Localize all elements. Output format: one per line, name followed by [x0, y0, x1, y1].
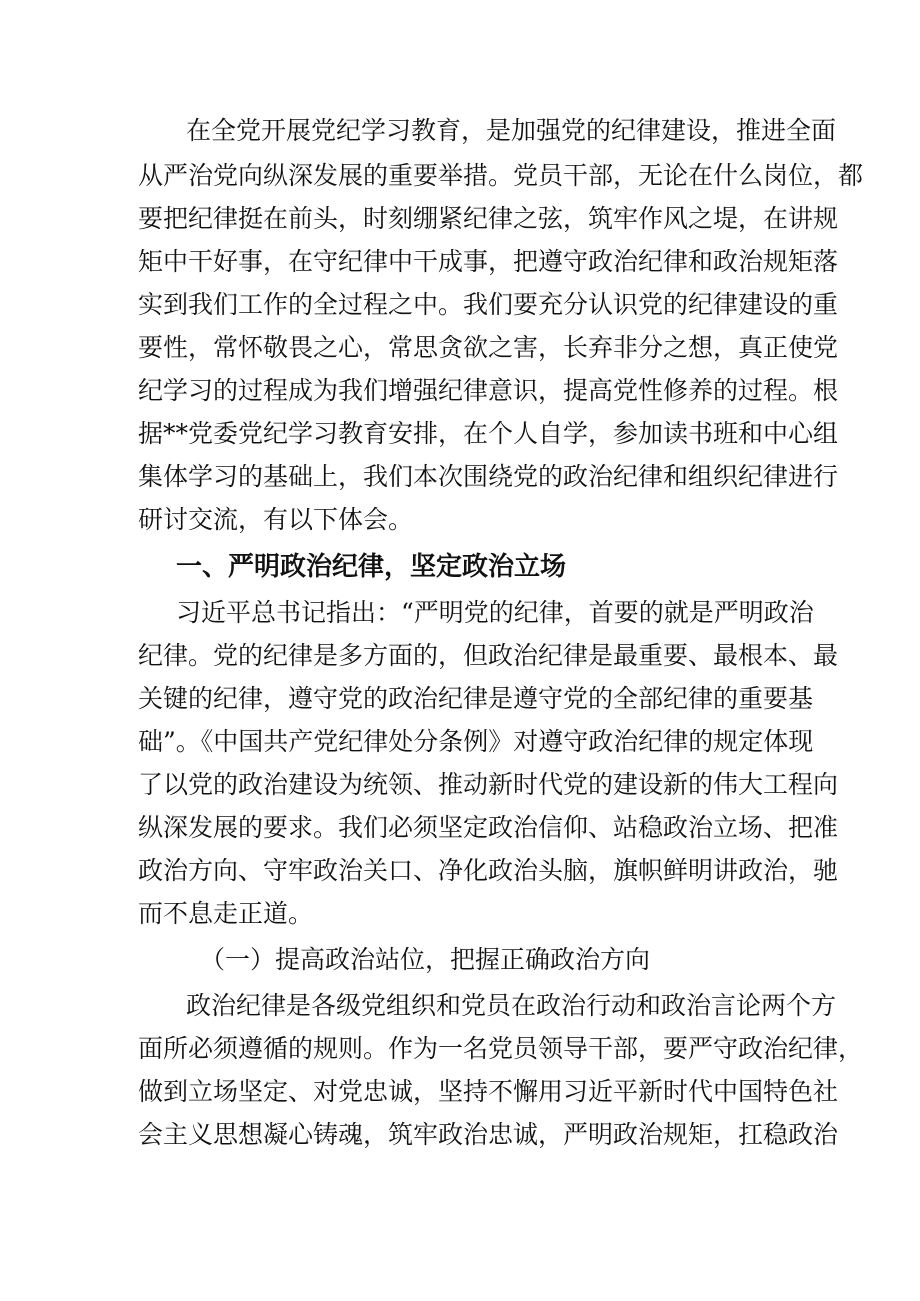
paragraph-2-line: 纵深发展的要求。我们必须坚定政治信仰、站稳政治立场、把准 [138, 813, 839, 842]
paragraph-1-line [186, 112, 837, 150]
paragraph-2-line: 关键的纪律，遵守党的政治纪律是遵守党的全部纪律的重要基 [138, 684, 814, 713]
paragraph-3-line: 会主义思想凝心铸魂，筑牢政治忠诚，严明政治规矩，扛稳政治 [138, 1120, 839, 1149]
paragraph-2-line: 础”。《中国共产党纪律处分条例》对遵守政治纪律的规定体现 [138, 727, 814, 756]
paragraph-2-line: 了以党的政治建设为统领、推动新时代党的建设新的伟大工程向 [138, 770, 839, 799]
paragraph-1-line: 要把纪律挺在前头，时刻绷紧纪律之弦，筑牢作风之堤，在讲规 [138, 204, 839, 233]
paragraph-2-line: 习近平总书记指出：“严明党的纪律，首要的就是严明政治 [176, 598, 814, 627]
paragraph-1-line: 研讨交流，有以下体会。 [138, 505, 414, 534]
text-span: 在全党开展党纪学习教育，是加强党的纪律建设，推进全面 [186, 116, 837, 145]
paragraph-1-line: 实到我们工作的全过程之中。我们要充分认识党的纪律建设的重 [138, 290, 839, 319]
paragraph-1-line: 从严治党向纵深发展的重要举措。党员干部，无论在什么岗位，都 [138, 161, 864, 190]
subsection-heading: （一）提高政治站位，把握正确政治方向 [200, 945, 651, 974]
section-heading: 一、严明政治纪律，坚定政治立场 [176, 552, 567, 582]
paragraph-3-line: 面所必须遵循的规则。作为一名党员领导干部，要严守政治纪律， [138, 1034, 864, 1063]
paragraph-1-line: 集体学习的基础上，我们本次围绕党的政治纪律和组织纪律进行 [138, 462, 839, 491]
paragraph-2-line: 而不息走正道。 [138, 899, 314, 928]
paragraph-1-line: 据**党委党纪学习教育安排，在个人自学，参加读书班和中心组 [138, 419, 839, 448]
paragraph-3-line: 做到立场坚定、对党忠诚，坚持不懈用习近平新时代中国特色社 [138, 1077, 839, 1106]
paragraph-1-line: 要性，常怀敬畏之心，常思贪欲之害，长弃非分之想，真正使党 [138, 333, 839, 362]
paragraph-1-line: 纪学习的过程成为我们增强纪律意识，提高党性修养的过程。根 [138, 376, 839, 405]
paragraph-3-line: 政治纪律是各级党组织和党员在政治行动和政治言论两个方 [186, 991, 837, 1020]
paragraph-2-line: 政治方向、守牢政治关口、净化政治头脑，旗帜鲜明讲政治，驰 [138, 856, 839, 885]
paragraph-2-line: 纪律。党的纪律是多方面的，但政治纪律是最重要、最根本、最 [138, 641, 839, 670]
paragraph-1-line: 矩中干好事，在守纪律中干成事，把遵守政治纪律和政治规矩落 [138, 247, 839, 276]
